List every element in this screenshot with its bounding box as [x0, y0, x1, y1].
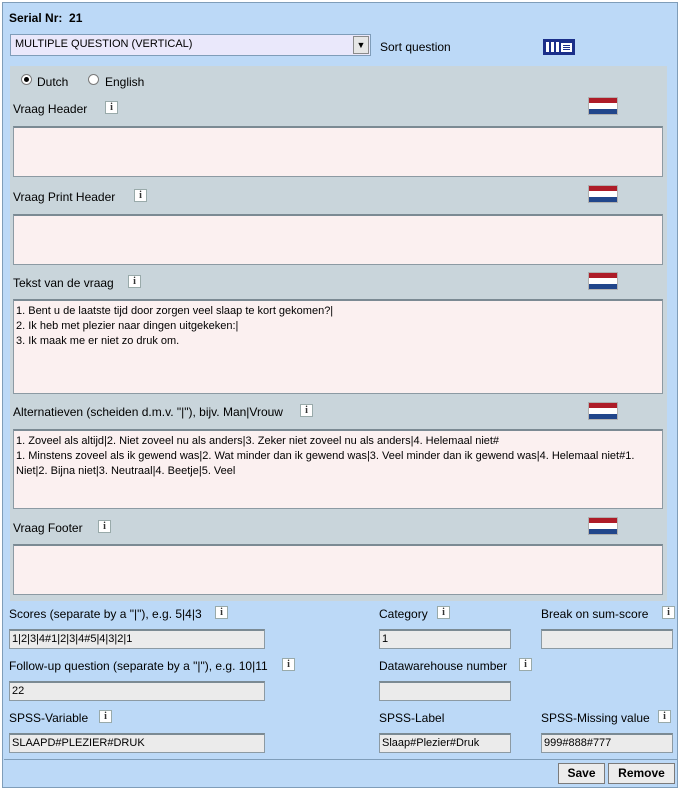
spss-label-label: SPSS-Label — [379, 711, 445, 725]
sort-question-label: Sort question — [380, 40, 451, 54]
radio-dutch-label: Dutch — [37, 75, 69, 89]
radio-english[interactable] — [88, 74, 99, 85]
vraag-print-header-label: Vraag Print Header — [13, 190, 116, 204]
info-icon[interactable]: i — [300, 404, 313, 417]
vraag-header-label: Vraag Header — [13, 102, 88, 116]
vraag-footer-textarea[interactable] — [13, 544, 663, 595]
radio-english-label: English — [105, 75, 145, 89]
scores-label: Scores (separate by a "|"), e.g. 5|4|3 — [9, 607, 202, 621]
vraag-print-header-textarea[interactable] — [13, 214, 663, 265]
spss-label-input[interactable]: Slaap#Plezier#Druk — [379, 733, 511, 753]
category-input[interactable]: 1 — [379, 629, 511, 649]
break-on-sum-score-input[interactable] — [541, 629, 673, 649]
remove-button[interactable]: Remove — [608, 763, 675, 784]
info-icon[interactable]: i — [658, 710, 671, 723]
info-icon[interactable]: i — [215, 606, 228, 619]
datawarehouse-number-input[interactable] — [379, 681, 511, 701]
radio-dutch[interactable] — [21, 74, 32, 85]
alternatieven-textarea[interactable]: 1. Zoveel als altijd|2. Niet zoveel nu als anders|3. Zeker niet zoveel nu als anders|4. Helemaal niet# 1. Minstens zoveel als ik gewend was|2. Wat minder dan ik gewend was|3. Veel minder dan ik gewend was|4. Helemaal niet#1. Niet|2. Bijna niet|3. Neutraal|4. Beetje|5. Veel — [13, 429, 663, 509]
alternatieven-label: Alternatieven (scheiden d.m.v. "|"), bijv. Man|Vrouw — [13, 405, 283, 419]
category-label: Category — [379, 607, 428, 621]
footer-divider — [4, 759, 678, 760]
dutch-flag-icon — [588, 185, 618, 203]
info-icon[interactable]: i — [98, 520, 111, 533]
info-icon[interactable]: i — [105, 101, 118, 114]
spss-variable-input[interactable]: SLAAPD#PLEZIER#DRUK — [9, 733, 265, 753]
question-type-value: MULTIPLE QUESTION (VERTICAL) — [15, 38, 193, 50]
sort-question-icon[interactable] — [543, 39, 575, 55]
datawarehouse-number-label: Datawarehouse number — [379, 659, 508, 673]
follow-up-label: Follow-up question (separate by a "|"), e.g. 10|11 — [9, 659, 268, 673]
spss-variable-label: SPSS-Variable — [9, 711, 89, 725]
info-icon[interactable]: i — [519, 658, 532, 671]
dutch-flag-icon — [588, 97, 618, 115]
info-icon[interactable]: i — [128, 275, 141, 288]
break-on-sum-score-label: Break on sum-score — [541, 607, 649, 621]
save-button[interactable]: Save — [558, 763, 605, 784]
dutch-flag-icon — [588, 517, 618, 535]
vraag-header-textarea[interactable] — [13, 126, 663, 177]
serial-number: Serial Nr: 21 — [9, 11, 83, 25]
question-type-select[interactable] — [10, 34, 371, 56]
vraag-footer-label: Vraag Footer — [13, 521, 83, 535]
spss-missing-value-label: SPSS-Missing value — [541, 711, 650, 725]
info-icon[interactable]: i — [134, 189, 147, 202]
serial-number-value: 21 — [69, 11, 83, 25]
info-icon[interactable]: i — [282, 658, 295, 671]
info-icon[interactable]: i — [662, 606, 675, 619]
scores-input[interactable]: 1|2|3|4#1|2|3|4#5|4|3|2|1 — [9, 629, 265, 649]
dutch-flag-icon — [588, 402, 618, 420]
info-icon[interactable]: i — [437, 606, 450, 619]
spss-missing-value-input[interactable]: 999#888#777 — [541, 733, 673, 753]
tekst-van-de-vraag-label: Tekst van de vraag — [13, 276, 114, 290]
tekst-van-de-vraag-textarea[interactable]: 1. Bent u de laatste tijd door zorgen veel slaap te kort gekomen?| 2. Ik heb met plezier naar dingen uitgekeken:| 3. Ik maak me er niet zo druk om. — [13, 299, 663, 394]
question-text-panel — [10, 66, 667, 601]
follow-up-input[interactable]: 22 — [9, 681, 265, 701]
info-icon[interactable]: i — [99, 710, 112, 723]
question-editor-form — [2, 2, 678, 788]
chevron-down-icon[interactable]: ▼ — [353, 36, 369, 54]
dutch-flag-icon — [588, 272, 618, 290]
